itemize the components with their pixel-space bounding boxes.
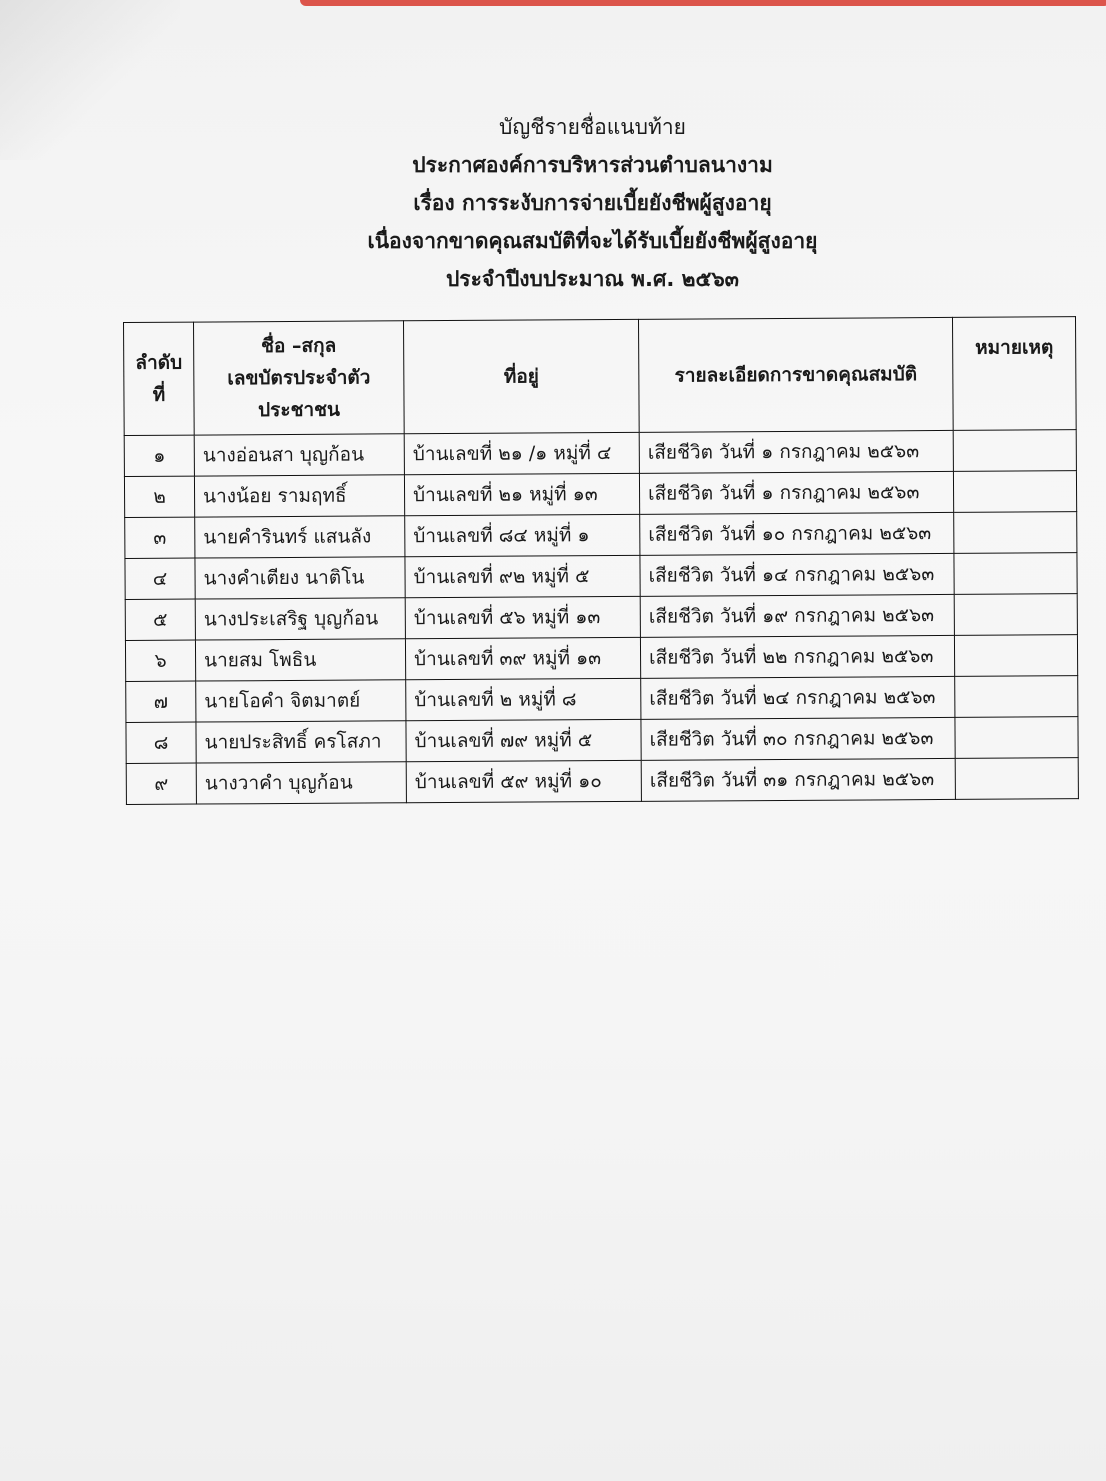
row-address: บ้านเลขที่ ๗๙ หมู่ที่ ๕	[406, 719, 641, 761]
header-note: หมายเหตุ	[952, 317, 1076, 431]
row-name: นายประสิทธิ์ ครโสภา	[196, 721, 406, 763]
row-no: ๓	[125, 517, 195, 558]
row-detail: เสียชีวิต วันที่ ๒๔ กรกฎาคม ๒๕๖๓	[641, 676, 955, 719]
row-address: บ้านเลขที่ ๕๙ หมู่ที่ ๑๐	[406, 760, 641, 802]
row-no: ๖	[125, 640, 195, 681]
header-address: ที่อยู่	[403, 319, 639, 433]
row-address: บ้านเลขที่ ๕๖ หมู่ที่ ๑๓	[405, 596, 640, 638]
document-header	[150, 108, 1035, 298]
header-reason: เนื่องจากขาดคุณสมบัติที่จะได้รับเบี้ยยังชีพผู้สูงอายุ	[367, 229, 818, 253]
row-note	[954, 594, 1077, 636]
row-note	[955, 676, 1078, 718]
row-detail: เสียชีวิต วันที่ ๒๒ กรกฎาคม ๒๕๖๓	[640, 635, 954, 678]
row-address: บ้านเลขที่ ๙๒ หมู่ที่ ๕	[405, 555, 640, 597]
header-name-line3: ประชาชน	[258, 398, 341, 422]
header-name-line2: เลขบัตรประจำตัว	[227, 366, 371, 390]
header-fiscal-year: ประจำปีงบประมาณ พ.ศ. ๒๕๖๓	[445, 267, 740, 291]
row-name: นางประเสริฐ บุญก้อน	[195, 598, 405, 640]
header-title: บัญชีรายชื่อแนบท้าย	[499, 115, 686, 139]
row-detail: เสียชีวิต วันที่ ๑ กรกฎาคม ๒๕๖๓	[639, 430, 953, 473]
table-row	[125, 512, 1077, 559]
row-no: ๑	[124, 435, 194, 476]
row-no: ๗	[126, 681, 196, 722]
header-name-line1: ชื่อ –สกุล	[260, 334, 337, 358]
row-name: นางน้อย รามฤทธิ์	[194, 475, 404, 517]
row-detail: เสียชีวิต วันที่ ๑ กรกฎาคม ๒๕๖๓	[639, 471, 953, 514]
row-detail: เสียชีวิต วันที่ ๑๔ กรกฎาคม ๒๕๖๓	[640, 553, 954, 596]
row-no: ๙	[126, 763, 196, 804]
row-detail: เสียชีวิต วันที่ ๓๐ กรกฎาคม ๒๕๖๓	[641, 717, 955, 760]
header-order-no-line1: ลำดับ	[135, 351, 183, 374]
row-name: นางอ่อนสา บุญก้อน	[194, 434, 404, 476]
table-row	[126, 758, 1078, 805]
suspension-list-table	[123, 316, 1079, 805]
row-address: บ้านเลขที่ ๒ หมู่ที่ ๘	[406, 678, 641, 720]
row-name: นางวาคำ บุญก้อน	[196, 762, 406, 804]
row-note	[955, 758, 1078, 800]
header-subject: เรื่อง การระงับการจ่ายเบี้ยยังชีพผู้สูงอายุ	[413, 191, 772, 215]
row-note	[954, 553, 1077, 595]
header-name-id	[194, 321, 405, 435]
row-note	[953, 430, 1076, 472]
top-edge-strip	[300, 0, 1106, 6]
table-header-row	[124, 317, 1077, 436]
row-name: นายคำรินทร์ แสนลัง	[195, 516, 405, 558]
row-address: บ้านเลขที่ ๒๑ หมู่ที่ ๑๓	[404, 473, 639, 515]
row-name: นายโอคำ จิตมาตย์	[196, 680, 406, 722]
row-note	[953, 471, 1076, 513]
table-row	[124, 471, 1076, 518]
row-no: ๒	[124, 476, 194, 517]
row-note	[955, 717, 1078, 759]
table-row	[126, 717, 1078, 764]
row-detail: เสียชีวิต วันที่ ๓๑ กรกฎาคม ๒๕๖๓	[641, 758, 955, 801]
header-detail: รายละเอียดการขาดคุณสมบัติ	[638, 317, 953, 432]
table-row	[124, 430, 1076, 477]
row-name: นายสม โพธิน	[195, 639, 405, 681]
row-address: บ้านเลขที่ ๘๔ หมู่ที่ ๑	[405, 514, 640, 556]
row-no: ๘	[126, 722, 196, 763]
table-row	[125, 635, 1077, 682]
header-order-no-line2: ที่	[152, 383, 166, 406]
row-address: บ้านเลขที่ ๒๑ /๑ หมู่ที่ ๔	[404, 432, 639, 474]
table-row	[125, 553, 1077, 600]
row-detail: เสียชีวิต วันที่ ๑๙ กรกฎาคม ๒๕๖๓	[640, 594, 954, 637]
header-order-no	[124, 322, 195, 435]
table-row	[125, 594, 1077, 641]
row-detail: เสียชีวิต วันที่ ๑๐ กรกฎาคม ๒๕๖๓	[640, 512, 954, 555]
header-announcement: ประกาศองค์การบริหารส่วนตำบลนางาม	[412, 153, 773, 177]
row-no: ๕	[125, 599, 195, 640]
row-name: นางคำเตียง นาติโน	[195, 557, 405, 599]
table-row	[126, 676, 1078, 723]
row-no: ๔	[125, 558, 195, 599]
row-note	[954, 512, 1077, 554]
row-address: บ้านเลขที่ ๓๙ หมู่ที่ ๑๓	[405, 637, 640, 679]
row-note	[954, 635, 1077, 677]
